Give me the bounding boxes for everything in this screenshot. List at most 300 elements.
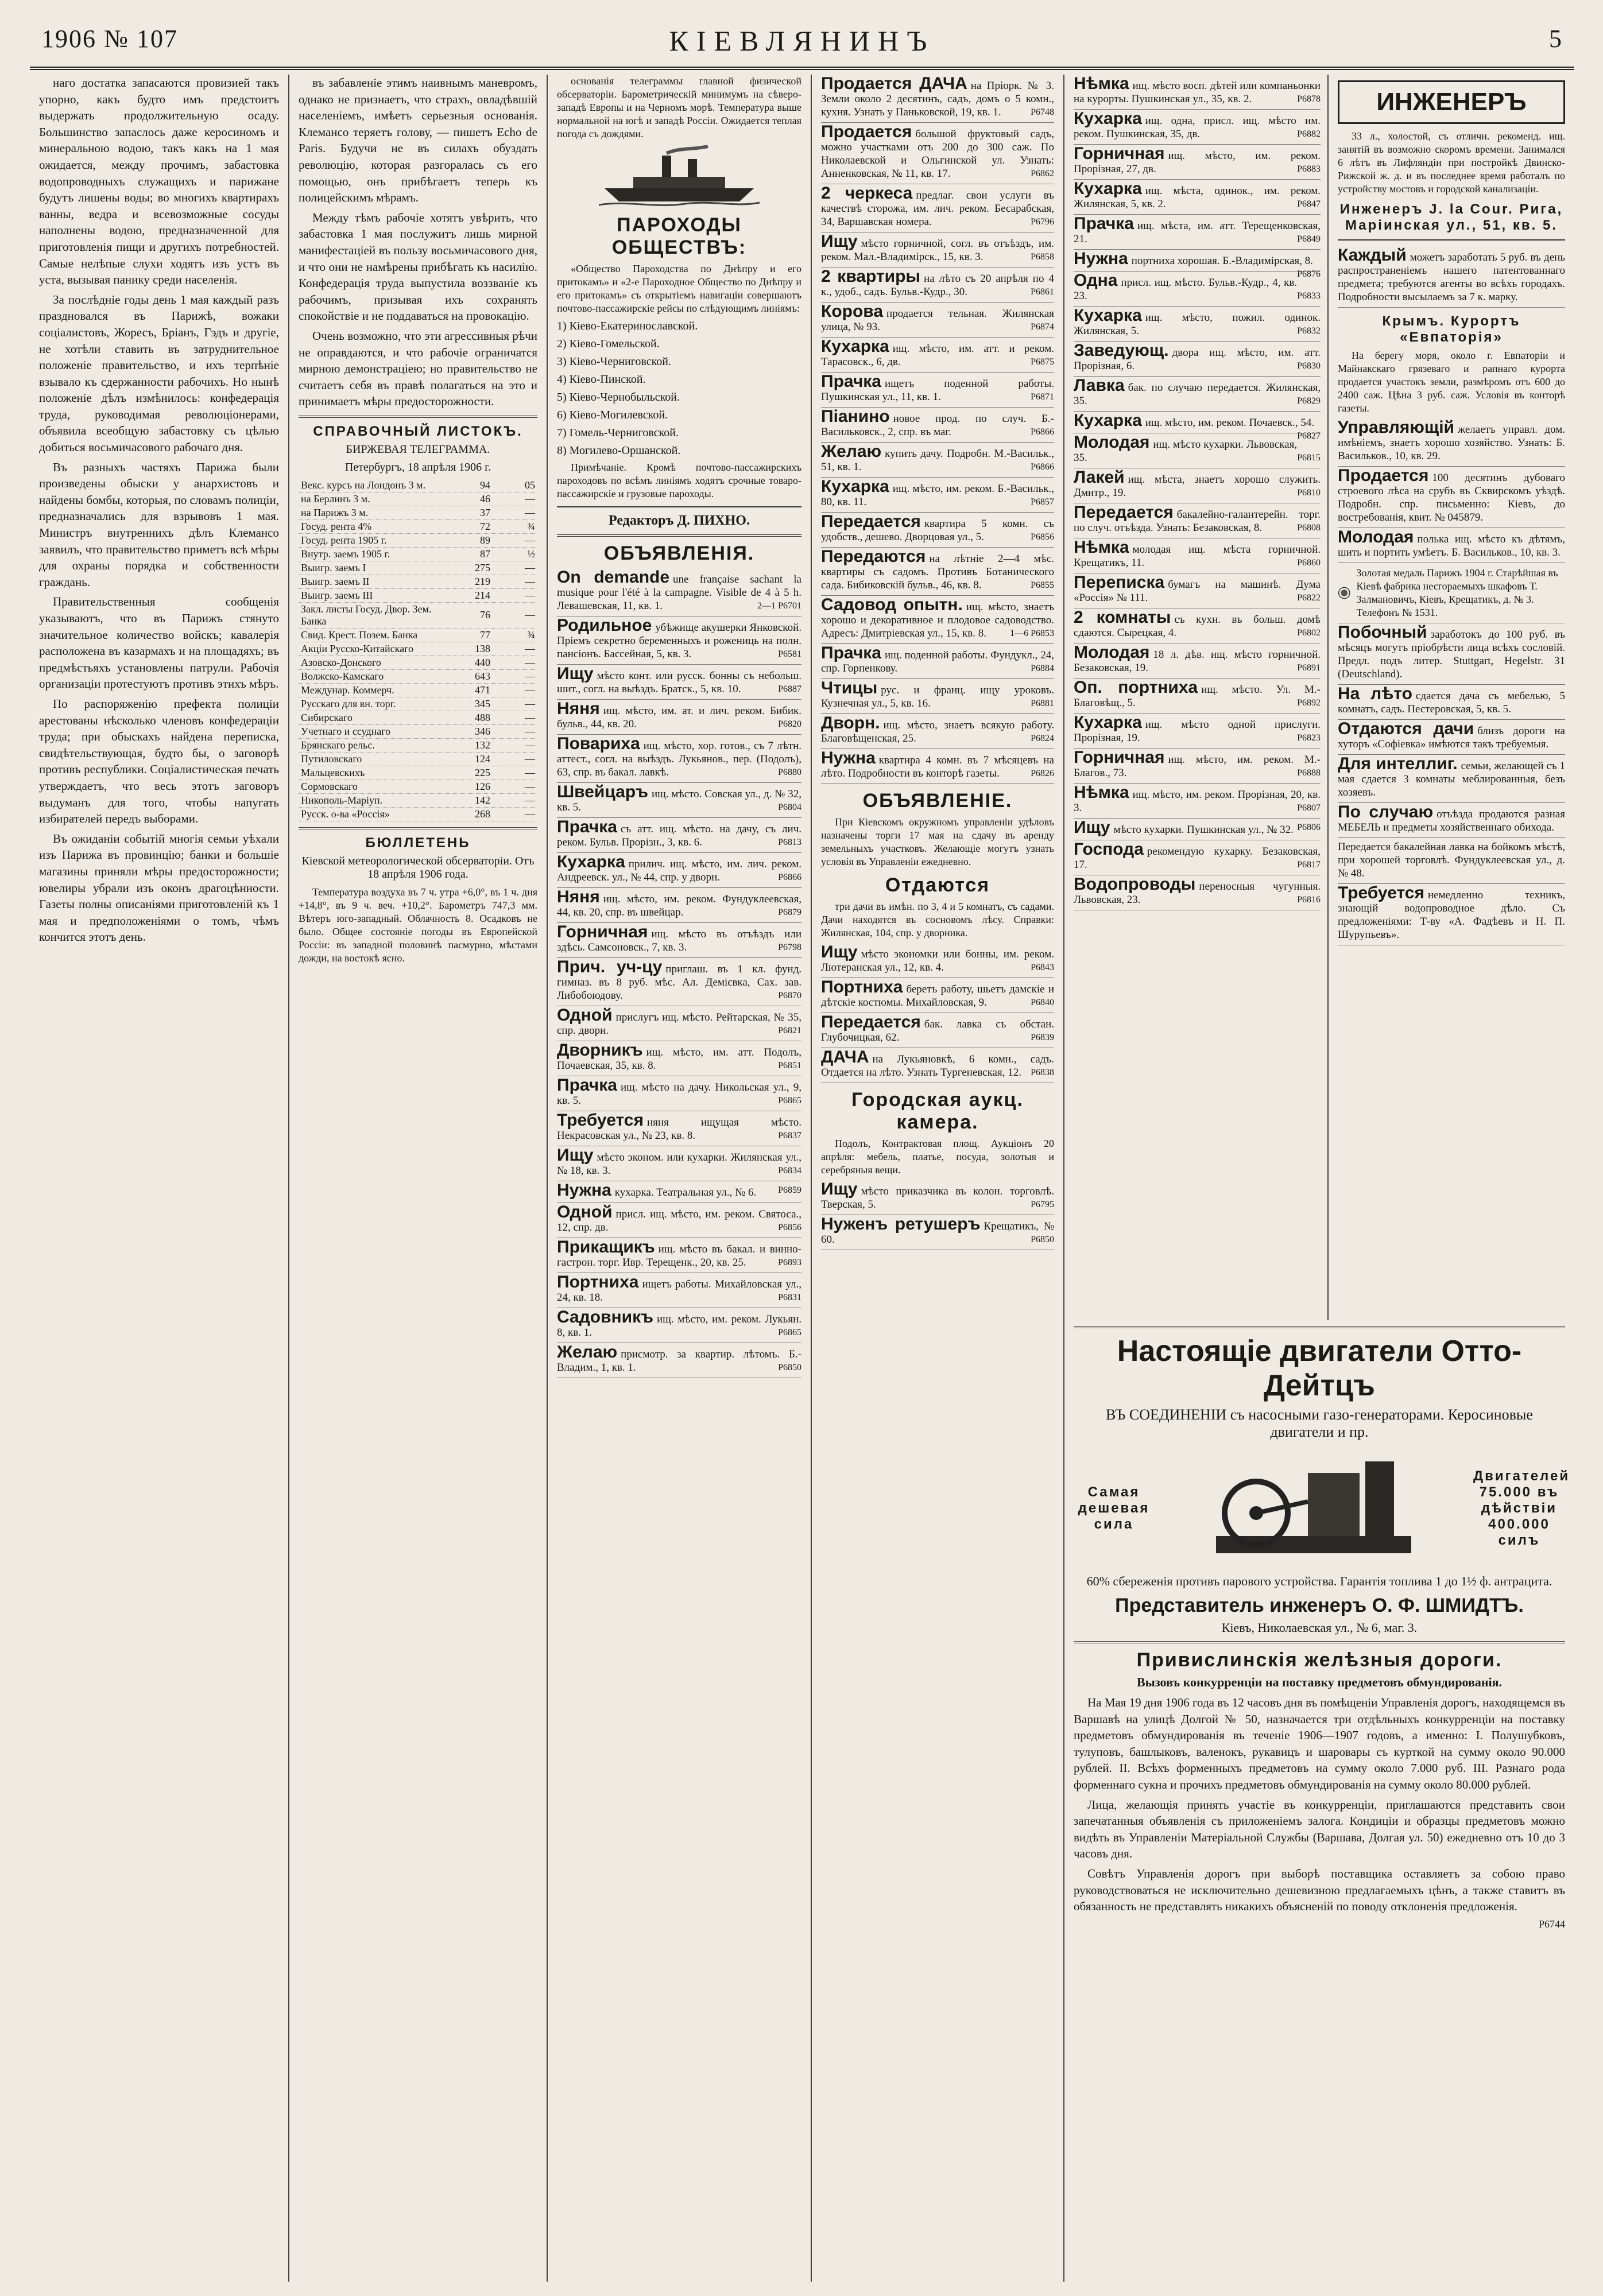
article-paragraph: По распоряженію префекта полиціи арестованы нѣсколько членовъ конфедераціи труда; при обыскахъ найдена переписка, свидѣтельствующая, будто бы, о заговорѣ противъ республики. Соціалистическая печать утверждаетъ, что весь этотъ заговоръ выдуманъ для того, чтобы напугать избирателей передъ выборами. bbox=[39, 696, 279, 826]
rate-cell: — bbox=[493, 807, 537, 821]
railway-text-1: На Мая 19 дня 1906 года въ 12 часовъ дня въ помѣщеніи Управленія дорогъ, находящемся въ Варшавѣ на улицѣ Долгой № 50, назначается три отдѣльныхъ конкурренціи на поставку предметовъ обмундированія въ теченіе 1906—1907 годовъ, а именно: I. Полушубковъ, тулуповъ, башлыковъ, валенокъ, рукавицъ и шаровары съ курткой на сумму около 90.000 рублей. II. Всѣхъ форменныхъ предметовъ на сумму около 7.000 руб. III. Разнаго рода форменнаго сукна и прочихъ предметовъ обмундированія на сумму около 80.000 рублей. bbox=[1074, 1696, 1566, 1791]
classified-ad bbox=[821, 548, 1054, 596]
rate-row bbox=[299, 561, 537, 575]
route-item: 1) Кіево-Екатеринославской. bbox=[557, 320, 698, 332]
ad-text: бак. лавка съ обстан. Глубочицкая, 62. bbox=[821, 1018, 1054, 1044]
rate-cell: — bbox=[493, 793, 537, 807]
rate-cell: 37 bbox=[448, 506, 493, 519]
rate-cell: — bbox=[493, 697, 537, 711]
ad-keyword: Ищу bbox=[1074, 818, 1110, 837]
classified-ad bbox=[557, 1238, 802, 1273]
ad-text: ищетъ поденной работы. Пушкинская ул., 11, кв. 1. bbox=[821, 378, 1054, 403]
ad-text: ищ. мѣсто, им. реком. Фундуклеевская, 44, кв. 20, спр. въ швейцар. bbox=[557, 893, 802, 918]
classified-ad bbox=[1074, 433, 1321, 468]
ad-keyword: Садовникъ bbox=[557, 1308, 653, 1327]
classified-ad bbox=[557, 888, 802, 923]
classified-ad bbox=[821, 513, 1054, 548]
route-list bbox=[557, 319, 802, 459]
sale-text: 100 десятинъ дубоваго строевого лѣса на срубъ въ Сквирскомъ уѣздѣ. Подробн. спр. письменно: Кіевъ, до востребованія, квит. № 045879. bbox=[1338, 472, 1565, 523]
ad-keyword: Кухарка bbox=[821, 477, 889, 496]
crimea-title: Крымъ. Курортъ «Евпаторія» bbox=[1382, 313, 1521, 345]
ad-keyword: Кухарка bbox=[557, 852, 625, 871]
ad-code: P6862 bbox=[1031, 169, 1054, 179]
rate-row bbox=[299, 547, 537, 561]
rate-row bbox=[299, 519, 537, 533]
steamship-intro: «Общество Пароходства по Днѣпру и его притокамъ» и «2-е Пароходное Общество по Днѣпру и его притокамъ» съ открытіемъ навигаціи совершаютъ почтово-пассажирскіе рейсы по слѣдующимъ линіямъ: bbox=[557, 263, 802, 314]
side-income-title: Побочный bbox=[1338, 623, 1427, 642]
ad-code: P6804 bbox=[778, 802, 802, 812]
ad-code: P6821 bbox=[778, 1026, 802, 1035]
rate-cell: 440 bbox=[448, 656, 493, 669]
ad-text: бумагъ на машинѣ. Дума «Россія» № 111. bbox=[1074, 579, 1321, 604]
rate-row bbox=[299, 711, 537, 724]
column-2 bbox=[289, 75, 548, 2282]
ad-code: P6838 bbox=[1031, 1068, 1054, 1077]
ad-code: P6806 bbox=[1297, 823, 1321, 832]
ad-keyword: Прачка bbox=[557, 817, 617, 836]
rate-cell: — bbox=[493, 506, 537, 519]
classified-ad bbox=[821, 267, 1054, 302]
ad-keyword: Кухарка bbox=[1074, 306, 1142, 325]
ad-code: P6837 bbox=[778, 1131, 802, 1141]
ad-code: 2—1 P6701 bbox=[757, 601, 802, 611]
article-paragraph: Между тѣмъ рабочіе хотятъ увѣрить, что забастовка 1 мая послужитъ лишь мирной манифестаціей въ пользу восьмичасового дня, и что они не намѣрены прибѣгать къ насилію. Конфедерація труда выпустила воззваніе къ рабочимъ, призывая ихъ сохранять спокойствіе и не поддаваться на провокацію. bbox=[299, 210, 537, 323]
rate-cell: 471 bbox=[448, 683, 493, 697]
rate-cell: 225 bbox=[448, 766, 493, 779]
rate-row bbox=[299, 602, 537, 628]
rate-cell: Сормовскаго bbox=[299, 779, 448, 793]
rate-row bbox=[299, 683, 537, 697]
rate-cell: — bbox=[493, 752, 537, 766]
ad-text: ищ. поденной работы. Фундукл., 24, спр. Горпенкову. bbox=[821, 649, 1054, 674]
manager-text: желаетъ управл. дом. имѣніемъ, знаетъ хорошо хозяйство. Узнать: Б. Васильков., 10, кв. 29. bbox=[1338, 424, 1565, 462]
article-paragraph: наго достатка запасаются провизией такъ упорно, какъ будто имъ предстоитъ выдержать продолжительную осаду. Большинство запаслось даже керосиномъ и минеральною водою, такъ какъ на 1 мая ожидается, между прочимъ, забастовка водопроводныхъ служащихъ и парижане будутъ лишены воды; во многихъ квартирахъ ванны, ведра и всевозможные сосуды наполнены водою, предназначенной для приготовленія пищи и другихъ потребностей. Самые нелѣпые слухи ходятъ изъ устъ въ уста, вызывая панику среди населенія. bbox=[39, 76, 279, 287]
otto-title: Настоящіе двигатели Отто-Дейтцъ bbox=[1117, 1335, 1522, 1402]
rent-title: Отдаются bbox=[885, 874, 990, 896]
editor-line: Редакторъ Д. ПИХНО. bbox=[609, 513, 750, 528]
ad-keyword: Прачка bbox=[557, 1076, 617, 1095]
ad-keyword: Нуженъ ретушеръ bbox=[821, 1215, 981, 1234]
rate-cell: Госуд. рента 4% bbox=[299, 519, 448, 533]
classified-ad bbox=[821, 714, 1054, 749]
ad-code: P6888 bbox=[1297, 768, 1321, 778]
rate-cell: 275 bbox=[448, 561, 493, 575]
rate-cell: — bbox=[493, 669, 537, 683]
ad-code: P6871 bbox=[1031, 392, 1054, 402]
classified-ad bbox=[1074, 307, 1321, 342]
dacha-title: Отдаются дачи bbox=[1338, 719, 1474, 738]
classified-ad bbox=[821, 184, 1054, 232]
classified-ad bbox=[557, 665, 802, 700]
ad-code: P6858 bbox=[1031, 252, 1054, 262]
ad-keyword: Молодая bbox=[1074, 433, 1150, 452]
ad-text: мѣсто горничной, согл. въ отъѣздъ, им. реком. Мал.-Владимірск., 15, кв. 3. bbox=[821, 238, 1054, 263]
sale-title: Продается bbox=[1338, 466, 1429, 485]
exchange-date: Петербургъ, 18 апрѣля 1906 г. bbox=[344, 460, 491, 474]
ad-code: P6859 bbox=[778, 1185, 802, 1195]
ad-code: P6887 bbox=[778, 684, 802, 694]
ad-code: P6823 bbox=[1297, 733, 1321, 743]
article-paragraph: Правительственныя сообщенія указываютъ, что въ Парижъ стянуто значительное количество войскъ; кавалерія расположена въ казармахъ и на площадяхъ; въ предмѣстьяхъ установлены патрули. Рабочія организаціи протестуютъ противъ этихъ мѣръ. bbox=[39, 595, 279, 691]
rate-cell: Свид. Крест. Позем. Банка bbox=[299, 628, 448, 642]
crimea-text: На берегу моря, около г. Евпаторіи и Майнакскаго грязеваго и рапнаго курорта продается участокъ земли, размѣромъ отъ 600 до 2400 саж. Цѣна 3 руб. саж. Условія въ конторѣ газеты. bbox=[1338, 350, 1565, 414]
rate-cell: ¾ bbox=[493, 628, 537, 642]
classified-ad bbox=[557, 1181, 802, 1203]
rate-cell: Никополь-Маріуп. bbox=[299, 793, 448, 807]
tech-title: Требуется bbox=[1338, 883, 1424, 902]
classified-ad bbox=[1074, 342, 1321, 377]
article-paragraph: Въ разныхъ частяхъ Парижа были произведены обыски у анархистовъ и найдены бомбы, которыя, по словамъ полиціи, предназначались для взрывовъ 1 мая. Министръ внутреннихъ дѣлъ Клемансо заявилъ, что правительство приметъ всѣ мѣры для охраны порядка и собственности граждань. bbox=[39, 460, 279, 589]
ad-text: ищ. мѣсто восп. дѣтей или компаньонки на курорты. Пушкинская ул., 35, кв. 2. bbox=[1074, 80, 1321, 105]
classified-ad bbox=[1074, 272, 1321, 307]
ad-keyword: Господа bbox=[1074, 840, 1144, 859]
column-4 bbox=[812, 75, 1064, 2282]
rate-cell: Брянскаго рельс. bbox=[299, 738, 448, 752]
ad-text: ищ. мѣсто, им. реком. Лукьян. 8, кв. 1. bbox=[557, 1313, 802, 1339]
classified-ad bbox=[557, 1041, 802, 1076]
ad-keyword: Нѣмка bbox=[1074, 538, 1129, 557]
ad-text: ищ. мѣсто, им. реком. Б.-Васильк., 80, кв. 11. bbox=[821, 483, 1054, 508]
classified-ad bbox=[557, 1273, 802, 1308]
ad-code: P6874 bbox=[1031, 322, 1054, 332]
column-5 bbox=[1064, 75, 1574, 2282]
ad-text: ищ. мѣста, одинок., им. реком. Жилянская, 5, кв. 2. bbox=[1074, 185, 1321, 210]
classified-ad bbox=[1074, 468, 1321, 503]
ad-text: продается тельная. Жилянская улица, № 93. bbox=[821, 308, 1054, 333]
column-5-left bbox=[1074, 75, 1329, 1320]
article-paragraph: Въ ожиданіи событій многія семьи уѣхали изъ Парижа въ провинцію; банки и большіе магазины приняли мѣры предосторожности; ювелиры убрали изъ оконъ драгоцѣнности. Газеты полны описаніями приготовленій къ 1 мая и предположеніями о томъ, чѣмъ кончится этотъ день. bbox=[39, 831, 279, 944]
ad-text: прилич. ищ. мѣсто, им. лич. реком. Андреевск. ул., № 44, спр. у дворн. bbox=[557, 858, 802, 883]
ad-code: P6866 bbox=[1031, 427, 1054, 437]
rate-cell: Мальцевскихъ bbox=[299, 766, 448, 779]
medal-icon bbox=[1338, 573, 1351, 613]
ad-code: P6831 bbox=[778, 1293, 802, 1302]
classified-ad bbox=[821, 1215, 1054, 1250]
ad-keyword: Ищу bbox=[821, 232, 858, 251]
rate-cell: на Берлинъ 3 м. bbox=[299, 492, 448, 506]
rate-cell: 219 bbox=[448, 575, 493, 588]
ad-text: ищ. мѣсто, им. атт. и реком. Тарасовск., 6, дв. bbox=[821, 343, 1054, 368]
classified-ad bbox=[1074, 643, 1321, 678]
classified-ad bbox=[557, 1308, 802, 1343]
ad-text: няня ищущая мѣсто. Некрасовская ул., № 23, кв. 8. bbox=[557, 1116, 802, 1142]
classified-ad bbox=[821, 644, 1054, 679]
steamship-icon bbox=[593, 145, 765, 208]
ad-code: P6855 bbox=[1031, 580, 1054, 590]
classified-ad bbox=[821, 1013, 1054, 1048]
rate-cell: 94 bbox=[448, 479, 493, 492]
ad-text: ищ. мѣсто, знаетъ всякую работу. Благовѣщенская, 25. bbox=[821, 719, 1054, 744]
ad-keyword: Продается bbox=[821, 122, 912, 141]
classified-ad bbox=[821, 749, 1054, 784]
ad-keyword: Требуется bbox=[557, 1111, 644, 1130]
otto-note: 60% сбереженія противъ парового устройства. Гарантія топлива 1 до 1½ ф. антрацита. bbox=[1086, 1574, 1552, 1588]
ad-code: P6810 bbox=[1297, 488, 1321, 498]
ad-keyword: Родильное bbox=[557, 616, 652, 635]
ad-text: рус. и франц. ищу уроковъ. Кузнечная ул., 5, кв. 16. bbox=[821, 684, 1054, 709]
classified-ad bbox=[1074, 748, 1321, 784]
ad-code: P6879 bbox=[778, 907, 802, 917]
rate-cell: 87 bbox=[448, 547, 493, 561]
ad-keyword: 2 квартиры bbox=[821, 267, 921, 286]
rate-cell: 126 bbox=[448, 779, 493, 793]
classified-ad bbox=[821, 338, 1054, 373]
classified-ad bbox=[557, 1146, 802, 1181]
rate-cell: — bbox=[493, 711, 537, 724]
ad-code: P6866 bbox=[778, 872, 802, 882]
rate-cell: Госуд. рента 1905 г. bbox=[299, 533, 448, 547]
ad-text: мѣсто приказчика въ колон. торговлѣ. Тверская, 5. bbox=[821, 1185, 1054, 1211]
ad-code: P6843 bbox=[1031, 963, 1054, 972]
classified-ad bbox=[1074, 180, 1321, 215]
rate-cell: 124 bbox=[448, 752, 493, 766]
ad-text: новое прод. по случ. Б.-Васильковск., 2, спр. въ маг. bbox=[821, 413, 1054, 438]
ad-keyword: Няня bbox=[557, 887, 600, 906]
rate-cell: Выигр. заемъ II bbox=[299, 575, 448, 588]
rate-cell: 345 bbox=[448, 697, 493, 711]
auction-title: Городская аукц. камера. bbox=[851, 1089, 1024, 1133]
classified-ad bbox=[557, 958, 802, 1006]
ad-code: P6817 bbox=[1297, 860, 1321, 870]
ad-code: P6856 bbox=[1031, 532, 1054, 542]
ad-code: P6883 bbox=[1297, 164, 1321, 174]
classified-ad bbox=[1074, 249, 1321, 279]
ad-keyword: Передается bbox=[821, 1013, 921, 1031]
side-income-text: заработокъ до 100 руб. въ мѣсяцъ могутъ пріобрѣсти лица всѣхъ сословій. Предл. подъ литер. Stuttgart, Hegelstr. 31 (Deutschland). bbox=[1338, 629, 1565, 680]
classified-ad bbox=[821, 443, 1054, 478]
ad-code: P6826 bbox=[1031, 769, 1054, 778]
ad-keyword: Дворникъ bbox=[557, 1041, 643, 1060]
rate-row bbox=[299, 533, 537, 547]
ad-code: P6834 bbox=[778, 1166, 802, 1176]
ad-code: P6892 bbox=[1297, 698, 1321, 708]
rate-row bbox=[299, 492, 537, 506]
ad-code: P6816 bbox=[1297, 895, 1321, 905]
manager-title: Управляющій bbox=[1338, 418, 1454, 437]
ad-text: ищ. мѣсто въ отъѣздъ или здѣсь. Самсоновск., 7, кв. 3. bbox=[557, 928, 802, 953]
ad-keyword: Ищу bbox=[821, 943, 858, 961]
rate-cell: 132 bbox=[448, 738, 493, 752]
column-1 bbox=[30, 75, 289, 2282]
railway-text-2: Лица, желающія принять участіе въ конкурренціи, приглашаются представить свои запечатанныя объявленія съ приложеніемъ залога. Кондиціи и образцы предметовъ можно видѣть въ Управленіи Матеріальной Службы (Варшава, Долгая ул. 50) ежедневно отъ 10 до 3 часовъ дня. bbox=[1074, 1797, 1565, 1861]
engineer-title: ИНЖЕНЕРЪ bbox=[1376, 88, 1527, 116]
ad-keyword: 2 черкеса bbox=[821, 184, 913, 203]
ad-text: ищетъ работы. Михайловская ул., 24, кв. 18. bbox=[557, 1278, 802, 1304]
classified-ad bbox=[557, 1203, 802, 1238]
young-title: Молодая bbox=[1338, 528, 1414, 546]
ad-code: P6856 bbox=[778, 1223, 802, 1232]
ad-code: P6839 bbox=[1031, 1033, 1054, 1042]
classified-ad bbox=[821, 302, 1054, 338]
classified-ad bbox=[821, 408, 1054, 443]
rate-cell: Путиловскаго bbox=[299, 752, 448, 766]
ad-text: беретъ работу, шьетъ дамскіе и дѣтскіе костюмы. Михайловская, 9. bbox=[821, 983, 1054, 1009]
ad-code: P6891 bbox=[1297, 663, 1321, 673]
classified-ad bbox=[1074, 713, 1321, 748]
rate-cell: Выигр. заемъ III bbox=[299, 588, 448, 602]
ad-keyword: Кухарка bbox=[1074, 179, 1142, 198]
ad-text: двора ищ. мѣсто, им. атт. Прорізная, 6. bbox=[1074, 347, 1321, 372]
rate-cell: 142 bbox=[448, 793, 493, 807]
ad-keyword: Повариха bbox=[557, 734, 640, 753]
otto-representative: Представитель инженеръ О. Ф. ШМИДТЪ. bbox=[1115, 1595, 1524, 1616]
ad-text: Крещатикъ, № 60. bbox=[821, 1220, 1054, 1246]
ad-text: une française sachant la musique pour l'été à la campagne. Visible de 4 à 5 h. Левашевская, 11, кв. 1. bbox=[557, 573, 802, 612]
bulletin-subtitle: Кіевской метеорологической обсерваторіи. Отъ 18 апрѣля 1906 года. bbox=[301, 854, 535, 881]
rate-cell: — bbox=[493, 642, 537, 656]
ad-text: мѣсто эконом. или кухарки. Жилянская ул., № 18, кв. 3. bbox=[557, 1151, 802, 1177]
shop-text: Передается бакалейная лавка на бойкомъ мѣстѣ, при хорошей торговлѣ. Фундуклеевская ул., д. № 48. bbox=[1338, 838, 1565, 884]
ad-text: 18 л. дѣв. ищ. мѣсто горничной. Безаковская, 19. bbox=[1074, 649, 1321, 674]
ad-text: мѣсто экономки или бонны, им. реком. Лютеранская ул., 12, кв. 4. bbox=[821, 948, 1054, 974]
ad-code: P6808 bbox=[1297, 523, 1321, 533]
article-paragraph: въ забавленіе этимъ наивнымъ маневромъ, однако не признаетъ, что страхъ, овладѣвшій населеніемъ, имѣетъ серьезныя основанія. Клемансо теряетъ голову, — пишетъ Echo de Paris. Будучи не въ силахъ обуздать революцію, которая разгоралась съ его помощью, онъ прибѣгаетъ теперь къ полицейскимъ мѣрамъ. bbox=[299, 76, 537, 205]
railway-title: Привислинскія желѣзныя дороги. bbox=[1136, 1649, 1503, 1671]
ad-code: P6820 bbox=[778, 719, 802, 729]
ad-keyword: Нужна bbox=[821, 748, 876, 767]
rate-cell: на Парижъ 3 м. bbox=[299, 506, 448, 519]
engineer-text: 33 л., холостой, съ отличн. рекоменд. ищ. занятій въ возможно скоромъ времени. Занимался 6 лѣтъ въ Лифляндіи при постройкѣ Двинско-Рижской ж. д. и въ последнее время работалъ по устройству мостовъ и городской канализаціи. bbox=[1338, 130, 1565, 195]
column-5-right bbox=[1338, 75, 1565, 1320]
classified-ad bbox=[557, 1343, 802, 1378]
ad-text: мѣсто конт. или русск. бонны съ небольш. шит., согл. на выѣздъ. Братск., 5, кв. 10. bbox=[557, 670, 802, 695]
rate-cell: Волжско-Камскаго bbox=[299, 669, 448, 683]
ad-code: P6581 bbox=[778, 649, 802, 659]
ad-text: ищ. мѣсто. Совская ул., д. № 32, кв. 5. bbox=[557, 788, 802, 813]
rate-row bbox=[299, 669, 537, 683]
ad-code: P6851 bbox=[778, 1061, 802, 1071]
ad-keyword: Горничная bbox=[557, 922, 648, 941]
ad-code: 1—6 P6853 bbox=[1010, 629, 1054, 638]
ad-text: большой фруктовый садъ, можно участками отъ 200 до 300 саж. По Николаевской и Ольгинской ул. Узнать: Анненковская, № 11, кв. 17. bbox=[821, 128, 1054, 180]
rate-cell: — bbox=[493, 683, 537, 697]
engine-icon bbox=[1193, 1450, 1434, 1565]
ad-text: ищ. одна, присл. ищ. мѣсто им. реком. Пушкинская, 35, дв. bbox=[1074, 115, 1321, 140]
engine-illustration bbox=[1193, 1450, 1434, 1565]
ad-code: P6802 bbox=[1297, 628, 1321, 638]
classified-ad bbox=[821, 123, 1054, 184]
ad-text: прислугъ ищ. мѣсто. Рейтарская, № 35, спр. двори. bbox=[557, 1011, 802, 1037]
classified-ad bbox=[821, 478, 1054, 513]
ad-keyword: Водопроводы bbox=[1074, 875, 1196, 894]
ad-text: приглаш. въ 1 кл. фунд. гимназ. въ 8 руб. мѣс. Ал. Демієвка, Сах. зав. Либобоюдову. bbox=[557, 963, 802, 1002]
ad-text: ищ. мѣсто, хор. готов., съ 7 лѣтн. аттест., согл. на выѣздъ. Лукьянов., пер. (Подолъ), 63, спр. въ бакал. лавкѣ. bbox=[557, 740, 802, 778]
ad-code: P6881 bbox=[1031, 699, 1054, 708]
rate-row bbox=[299, 506, 537, 519]
chance-text: отъѣзда продаются разная МЕБЕЛЬ и предметы хозяйственнаго обихода. bbox=[1338, 808, 1565, 833]
notice-title: ОБЪЯВЛЕНІЕ. bbox=[862, 790, 1013, 812]
ad-text: ищ. мѣсто кухарки. Львовская, 35. bbox=[1074, 439, 1298, 464]
ad-keyword: Лавка bbox=[1074, 376, 1125, 395]
railway-code: P6744 bbox=[1538, 1918, 1565, 1930]
route-item: 8) Могилево-Оршанской. bbox=[557, 444, 681, 457]
routes-note: Примѣчаніе. Кромѣ почтово-пассажирскихъ пароходовъ по всѣмъ линіямъ ходятъ срочные товаро-пассажирскіе и грузовые пароходы. bbox=[557, 461, 802, 499]
ad-text: ищ. мѣста, знаетъ хорошо служить. Дмитр., 19. bbox=[1074, 474, 1321, 499]
rate-cell: 214 bbox=[448, 588, 493, 602]
rate-cell: 643 bbox=[448, 669, 493, 683]
ad-text: бак. по случаю передается. Жилянская, 35. bbox=[1074, 382, 1321, 407]
ad-text: бакалейно-галантерейн. торг. по случ. отъѣзда. Узнать: Безаковская, 8. bbox=[1074, 509, 1321, 534]
route-item: 2) Кіево-Гомельской. bbox=[557, 338, 660, 350]
rate-cell: 89 bbox=[448, 533, 493, 547]
ad-keyword: Оп. портниха bbox=[1074, 678, 1198, 697]
rate-cell: — bbox=[493, 724, 537, 738]
ad-code: P6870 bbox=[778, 991, 802, 1000]
rate-cell: 05 bbox=[493, 479, 537, 492]
classified-ad bbox=[1074, 215, 1321, 250]
classified-ad bbox=[1074, 538, 1321, 573]
rate-row bbox=[299, 779, 537, 793]
ad-text: квартира 5 комн. съ удобств., дешево. Дворцовая ул., 5. bbox=[821, 518, 1054, 543]
engineer-ad bbox=[1338, 80, 1565, 124]
ad-keyword: Няня bbox=[557, 699, 600, 718]
rate-cell: Закл. листы Госуд. Двор. Зем. Банка bbox=[299, 602, 448, 628]
ad-text: квартира 4 комн. въ 7 мѣсяцевъ на лѣто. Подробности въ конторѣ газеты. bbox=[821, 754, 1054, 779]
ad-text: портниха хорошая. Б.-Владимірская, 8. bbox=[1131, 255, 1313, 267]
ad-keyword: Ищу bbox=[821, 1180, 858, 1199]
classified-ad bbox=[821, 978, 1054, 1013]
otto-right-slogan: Двигателей 75.000 въ дѣйствіи 400.000 силъ bbox=[1473, 1468, 1570, 1548]
rate-cell: 46 bbox=[448, 492, 493, 506]
issue-number: 1906 № 107 bbox=[41, 25, 178, 53]
intel-title: Для интеллиг. bbox=[1338, 754, 1458, 773]
page-body bbox=[30, 75, 1574, 2282]
ad-keyword: Ищу bbox=[557, 664, 594, 683]
rate-cell: — bbox=[493, 575, 537, 588]
ad-code: P6833 bbox=[1297, 291, 1321, 301]
ad-text: ищ. мѣсто. Ул. М.-Благовѣщ., 5. bbox=[1074, 684, 1321, 709]
ad-keyword: Одна bbox=[1074, 271, 1118, 290]
ad-keyword: Желаю bbox=[821, 442, 882, 461]
ad-code: P6807 bbox=[1297, 803, 1321, 813]
ad-keyword: Передаются bbox=[821, 547, 926, 566]
classified-ad bbox=[821, 596, 1054, 644]
ad-keyword: Садовод опытн. bbox=[821, 595, 963, 614]
ad-code: P6882 bbox=[1297, 129, 1321, 139]
ad-keyword: Прикащикъ bbox=[557, 1238, 655, 1256]
ad-keyword: Лакей bbox=[1074, 468, 1125, 487]
exchange-telegram-title: БИРЖЕВАЯ ТЕЛЕГРАММА. bbox=[346, 443, 490, 456]
classified-ad bbox=[1074, 75, 1321, 110]
rate-cell: — bbox=[493, 738, 537, 752]
bulletin-text: Температура воздуха въ 7 ч. утра +6,0°, въ 1 ч. дня +14,8°, въ 9 ч. веч. +10,2°. Барометръ 747,3 мм. Вѣтеръ юго-западный. Облачность 8. Осадковъ не было. Общее состояніе погоды въ Европейской Россіи: въ западной половинѣ пасмурно, мѣстами дожди, на востокѣ ясно. bbox=[299, 886, 537, 964]
rate-cell: 76 bbox=[448, 602, 493, 628]
article-paragraph: Очень возможно, что эти агрессивныя рѣчи не оправдаются, и что рабочіе ограничатся мирною демонстраціею; но правительство не считаетъ себя въ правѣ полагаться на это и принимаетъ мѣры предосторожности. bbox=[299, 328, 537, 409]
rate-row bbox=[299, 807, 537, 821]
ad-keyword: Нѣмка bbox=[1074, 783, 1129, 802]
ad-code: P6850 bbox=[1031, 1235, 1054, 1244]
ad-keyword: Заведующ. bbox=[1074, 341, 1169, 360]
classified-ad bbox=[557, 923, 802, 958]
ad-text: купить дачу. Подробн. М.-Васильк., 51, кв. 1. bbox=[821, 448, 1054, 473]
ad-code: P6798 bbox=[778, 943, 802, 952]
ad-code: P6880 bbox=[778, 767, 802, 777]
ad-text: ищ. мѣсто, им. реком. Почаевск., 54. bbox=[1145, 417, 1315, 429]
ad-keyword: Прич. уч-цу bbox=[557, 957, 663, 976]
route-item: 7) Гомель-Черниговской. bbox=[557, 426, 679, 439]
steamship-title: ПАРОХОДЫ ОБЩЕСТВЪ: bbox=[611, 214, 747, 258]
ad-code: P6822 bbox=[1297, 593, 1321, 603]
article-paragraph: За послѣдніе годы день 1 мая каждый разъ праздновался въ Парижѣ, вожаки соціалистовъ, Жоресъ, Бріанъ, Гэдъ и другіе, не хотѣли ставить въ затруднительное положеніе правительство, и ихъ терпѣніе взывало къ сдержанности рабочихъ. Но нынѣ положеніе дѣлъ измѣнилось: конфедерація труда, руководимая революціонерами, объявила всеобщую забастовку съ цѣлью добиться восьмичасового рабочаго дня. bbox=[39, 292, 279, 455]
ad-code: P6840 bbox=[1031, 998, 1054, 1007]
ad-keyword: 2 комнаты bbox=[1074, 608, 1171, 627]
classified-ad bbox=[821, 1180, 1054, 1215]
ad-keyword: On demande bbox=[557, 568, 670, 587]
intel-text: семьи, желающей съ 1 мая сдается 3 комнаты меблированныя, безъ хозяевъ. bbox=[1338, 760, 1565, 798]
rent-text: три дачи въ имѣн. по 3, 4 и 5 комнатъ, съ садами. Дачи находятся въ сосновомъ лѣсу. Справки: Жилянская, 104, спр. у дворника. bbox=[821, 901, 1054, 938]
route-item: 6) Кіево-Могилевской. bbox=[557, 409, 668, 421]
ad-keyword: Кухарка bbox=[1074, 109, 1142, 128]
